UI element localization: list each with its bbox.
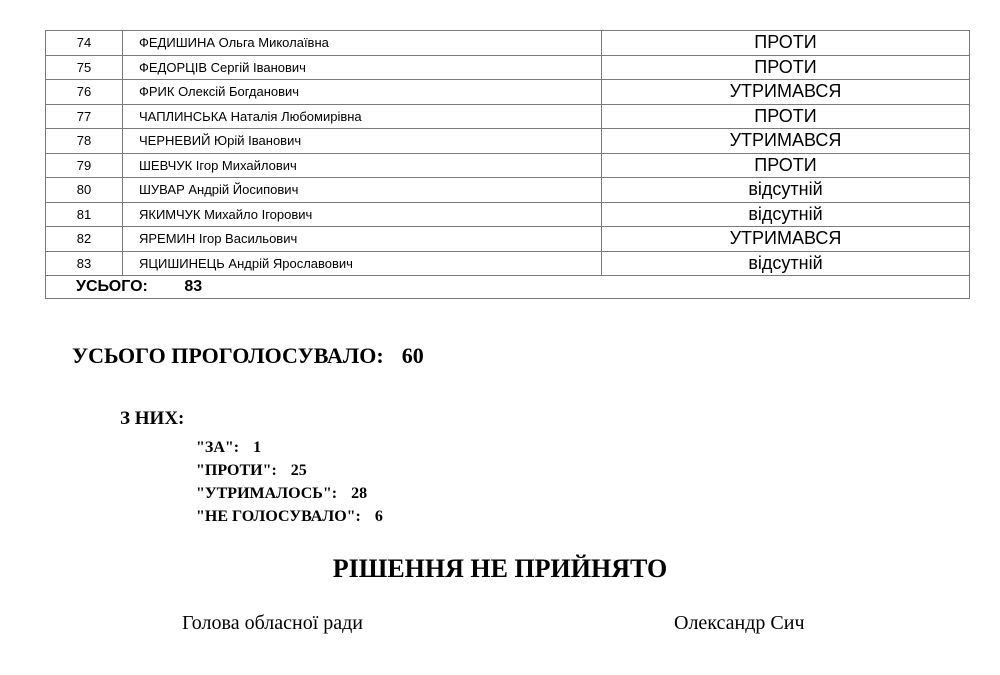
breakdown-value: 25 <box>290 462 307 479</box>
breakdown-label: "НЕ ГОЛОСУВАЛО": <box>196 508 361 525</box>
total-voted-value: 60 <box>401 343 424 368</box>
total-value: 83 <box>184 278 203 295</box>
deputy-name: ШЕВЧУК Ігор Михайлович <box>123 153 602 178</box>
voting-results-table <box>45 30 970 299</box>
total-voted-label: УСЬОГО ПРОГОЛОСУВАЛО: <box>72 343 384 368</box>
total-voted-line <box>72 343 424 369</box>
breakdown-label: "ПРОТИ": <box>196 462 277 479</box>
deputy-vote: УТРИМАВСЯ <box>602 227 970 252</box>
deputy-vote: ПРОТИ <box>602 55 970 80</box>
deputy-number: 78 <box>46 129 123 154</box>
breakdown-value: 28 <box>351 485 368 502</box>
deputy-vote: УТРИМАВСЯ <box>602 129 970 154</box>
deputy-vote: УТРИМАВСЯ <box>602 80 970 105</box>
table-row <box>46 227 970 252</box>
breakdown-against <box>196 459 383 482</box>
deputy-vote: ПРОТИ <box>602 153 970 178</box>
table-row <box>46 104 970 129</box>
total-label: УСЬОГО: <box>76 278 148 295</box>
deputy-name: ШУВАР Андрій Йосипович <box>123 178 602 203</box>
deputy-number: 80 <box>46 178 123 203</box>
voting-results-body <box>46 31 970 299</box>
table-row <box>46 178 970 203</box>
table-row <box>46 251 970 276</box>
table-row <box>46 80 970 105</box>
deputy-vote: відсутній <box>602 178 970 203</box>
decision-heading: РІШЕННЯ НЕ ПРИЙНЯТО <box>332 554 668 583</box>
table-row <box>46 153 970 178</box>
deputy-vote: відсутній <box>602 202 970 227</box>
deputy-number: 82 <box>46 227 123 252</box>
deputy-number: 76 <box>46 80 123 105</box>
deputy-vote: ПРОТИ <box>602 31 970 56</box>
deputy-vote: ПРОТИ <box>602 104 970 129</box>
of-them-label: З НИХ: <box>120 408 185 429</box>
breakdown-for <box>196 436 383 459</box>
deputy-number: 74 <box>46 31 123 56</box>
deputy-name: ЯЦИШИНЕЦЬ Андрій Ярославович <box>123 251 602 276</box>
vote-breakdown <box>196 436 383 528</box>
deputy-name: ФЕДИШИНА Ольга Миколаївна <box>123 31 602 56</box>
total-row <box>46 276 970 299</box>
breakdown-label: "УТРИМАЛОСЬ": <box>196 485 338 502</box>
deputy-vote: відсутній <box>602 251 970 276</box>
deputy-name: ЧЕРНЕВИЙ Юрій Іванович <box>123 129 602 154</box>
deputy-name: ФРИК Олексій Богданович <box>123 80 602 105</box>
breakdown-not-voted <box>196 505 383 528</box>
deputy-number: 83 <box>46 251 123 276</box>
deputy-number: 77 <box>46 104 123 129</box>
breakdown-abstained <box>196 482 383 505</box>
deputy-name: ФЕДОРЦІВ Сергій Іванович <box>123 55 602 80</box>
breakdown-value: 1 <box>253 439 262 456</box>
table-row <box>46 202 970 227</box>
signature-name: Олександр Сич <box>674 612 805 634</box>
table-row <box>46 129 970 154</box>
breakdown-label: "ЗА": <box>196 439 240 456</box>
table-row <box>46 31 970 56</box>
signature-title: Голова обласної ради <box>182 612 364 634</box>
deputy-name: ЯКИМЧУК Михайло Ігорович <box>123 202 602 227</box>
deputy-name: ЯРЕМИН Ігор Васильович <box>123 227 602 252</box>
breakdown-value: 6 <box>374 508 383 525</box>
deputy-number: 75 <box>46 55 123 80</box>
deputy-number: 79 <box>46 153 123 178</box>
table-row <box>46 55 970 80</box>
deputy-name: ЧАПЛИНСЬКА Наталія Любомирівна <box>123 104 602 129</box>
deputy-number: 81 <box>46 202 123 227</box>
total-cell <box>46 276 970 299</box>
